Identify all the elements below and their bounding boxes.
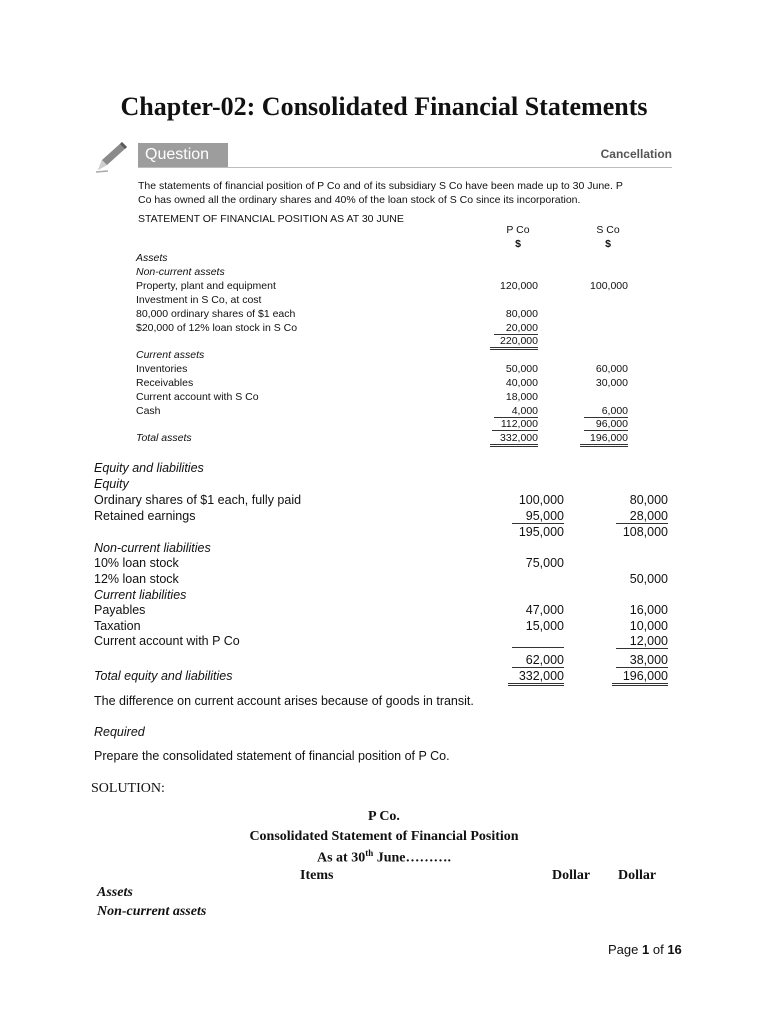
solution-nca: Non-current assets <box>97 904 207 919</box>
cl-total-pco: 62,000 <box>512 653 564 668</box>
cl-total-sco: 38,000 <box>616 653 668 668</box>
loan12-sco: 50,000 <box>629 572 668 586</box>
solution-company: P Co. <box>368 809 400 824</box>
inventories-sco: 60,000 <box>595 363 628 375</box>
retained-earnings-pco: 95,000 <box>512 509 564 524</box>
total-equity-liabilities-pco: 332,000 <box>508 669 564 686</box>
total-assets-label: Total assets <box>136 432 192 444</box>
total-equity-liabilities-label: Total equity and liabilities <box>94 669 233 683</box>
ppe-label: Property, plant and equipment <box>136 280 276 292</box>
solution-dollar-col2: Dollar <box>618 868 657 883</box>
receivables-pco: 40,000 <box>505 377 538 389</box>
ppe-pco: 120,000 <box>500 280 538 292</box>
intro-line-2: Co has owned all the ordinary shares and 40% of the loan stock of S Co since its incorporation. <box>138 194 581 206</box>
col-currency-pco: $ <box>515 238 521 250</box>
statement-heading: STATEMENT OF FINANCIAL POSITION AS AT 30 JUNE <box>138 213 404 225</box>
receivables-label: Receivables <box>136 377 194 389</box>
intro-line-1: The statements of financial position of P Co and of its subsidiary S Co have been made up to 30 June. P <box>138 180 623 192</box>
equity-heading: Equity <box>94 477 129 491</box>
loan10-label: 10% loan stock <box>94 556 179 570</box>
current-account-sco-pco: 18,000 <box>505 391 538 403</box>
col-header-sco: S Co <box>596 224 620 236</box>
question-tag: Cancellation <box>600 147 672 161</box>
solution-as-at: As at 30th June………. <box>316 848 452 866</box>
col-header-pco: P Co <box>506 224 530 236</box>
solution-label: SOLUTION: <box>91 781 165 796</box>
ordinary-shares-label: Ordinary shares of $1 each, fully paid <box>94 493 302 507</box>
page-title: Chapter-02: Consolidated Financial Statements <box>120 92 648 121</box>
solution-dollar-col1: Dollar <box>552 868 591 883</box>
payables-pco: 47,000 <box>525 603 564 617</box>
total-assets-pco: 332,000 <box>490 432 538 447</box>
solution-items-header: Items <box>300 868 334 883</box>
ppe-sco: 100,000 <box>590 280 628 292</box>
retained-earnings-label: Retained earnings <box>94 509 196 523</box>
retained-earnings-sco: 28,000 <box>616 509 668 524</box>
cash-pco: 4,000 <box>494 405 538 418</box>
loan-label: $20,000 of 12% loan stock in S Co <box>136 322 298 334</box>
question-label: Question <box>138 143 228 167</box>
taxation-pco: 15,000 <box>525 619 564 633</box>
payables-label: Payables <box>94 603 146 617</box>
ca-total-sco: 96,000 <box>584 418 628 431</box>
loan12-label: 12% loan stock <box>94 572 179 586</box>
difference-note: The difference on current account arises because of goods in transit. <box>94 694 474 708</box>
nca-heading: Non-current assets <box>136 266 225 278</box>
shares-pco: 80,000 <box>505 308 538 320</box>
investment-heading: Investment in S Co, at cost <box>136 294 262 306</box>
taxation-sco: 10,000 <box>629 619 668 633</box>
cash-sco: 6,000 <box>584 405 628 418</box>
cl-heading: Current liabilities <box>94 588 187 602</box>
blank-rule-pco <box>512 647 564 648</box>
ca-total-pco: 112,000 <box>492 418 538 431</box>
total-equity-liabilities-sco: 196,000 <box>612 669 668 686</box>
shares-label: 80,000 ordinary shares of $1 each <box>136 308 296 320</box>
ordinary-shares-sco: 80,000 <box>629 493 668 507</box>
receivables-sco: 30,000 <box>595 377 628 389</box>
nca-total-pco: 220,000 <box>490 335 538 350</box>
required-label: Required <box>94 725 145 739</box>
ncl-heading: Non-current liabilities <box>94 541 211 555</box>
pencil-icon <box>94 140 130 174</box>
inventories-label: Inventories <box>136 363 188 375</box>
current-account-sco-label: Current account with S Co <box>136 391 259 403</box>
solution-statement: Consolidated Statement of Financial Position <box>249 829 519 844</box>
total-assets-sco: 196,000 <box>580 432 628 447</box>
assets-heading: Assets <box>136 252 168 264</box>
cash-label: Cash <box>136 405 161 417</box>
ordinary-shares-pco: 100,000 <box>518 493 564 507</box>
required-text: Prepare the consolidated statement of financial position of P Co. <box>94 749 450 763</box>
col-currency-sco: $ <box>605 238 611 250</box>
current-account-pco-label: Current account with P Co <box>94 634 240 648</box>
current-assets-heading: Current assets <box>136 349 205 361</box>
equity-total-sco: 108,000 <box>622 525 668 539</box>
loan-pco: 20,000 <box>494 322 538 335</box>
page-footer: Page 1 of 16 <box>608 942 682 957</box>
current-account-pco-sco: 12,000 <box>616 634 668 649</box>
taxation-label: Taxation <box>94 619 141 633</box>
question-banner <box>138 143 672 168</box>
equity-liabilities-heading: Equity and liabilities <box>94 461 204 475</box>
inventories-pco: 50,000 <box>505 363 538 375</box>
equity-total-pco: 195,000 <box>518 525 564 539</box>
solution-assets: Assets <box>97 885 133 900</box>
payables-sco: 16,000 <box>629 603 668 617</box>
loan10-pco: 75,000 <box>525 556 564 570</box>
